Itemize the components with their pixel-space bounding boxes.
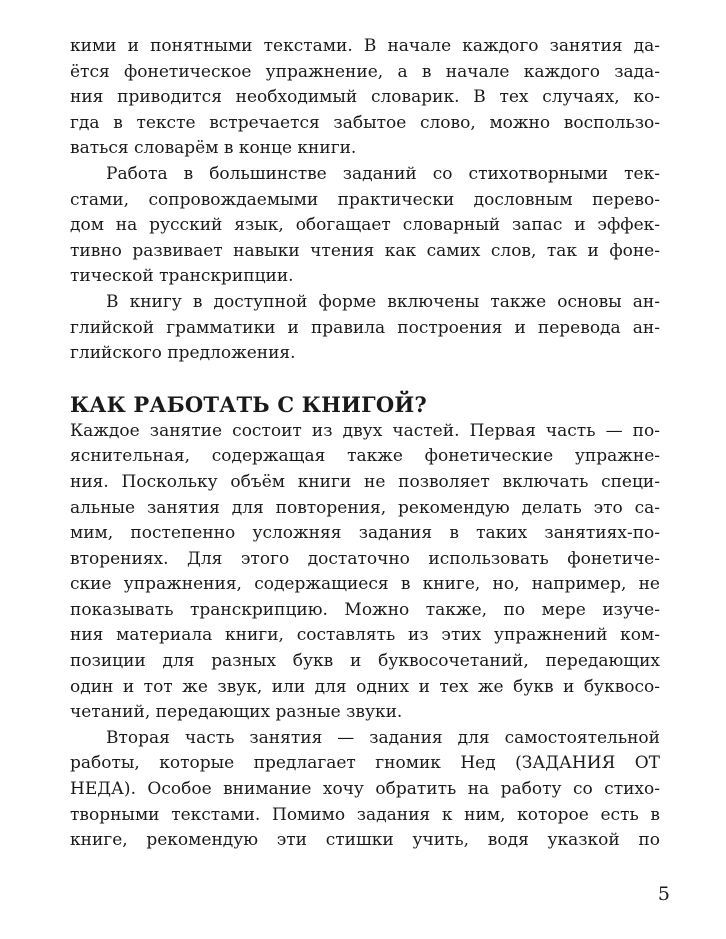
text-line: показывать транскрипцию. Можно также, по мере изуче- — [70, 599, 660, 620]
text-line: кими и понятными текстами. В начале каждого занятия да- — [70, 36, 660, 56]
text-line: альные занятия для повторения, рекомендую делать это са- — [70, 497, 660, 518]
text-line: ния материала книги, составлять из этих упражнений ком- — [70, 625, 660, 646]
text-line: НЕДА). Особое внимание хочу обратить на работу со стихо- — [70, 779, 660, 800]
text-line: ётся фонетическое упражнение, а в начале каждого зада- — [70, 61, 660, 82]
text-line: один и тот же звук, или для одних и тех же букв и буквосо- — [70, 676, 660, 697]
text-line: дом на русский язык, обогащает словарный запас и эффек- — [70, 215, 660, 236]
text-line: Каждое занятие состоит из двух частей. Первая часть — по- — [70, 420, 660, 441]
text-line: четаний, передающих разные звуки. — [70, 702, 403, 723]
book-page — [70, 34, 660, 854]
intro-paragraph-1 — [70, 34, 660, 162]
text-line: стами, сопровождаемыми практически дословным перево- — [70, 189, 660, 210]
text-line: работы, которые предлагает гномик Нед (ЗАДАНИЯ ОТ — [70, 753, 660, 774]
text-line: вторениях. Для этого достаточно использовать фонетиче- — [70, 548, 660, 569]
text-line: гда в тексте встречается забытое слово, можно воспользо- — [70, 112, 660, 133]
text-line: Вторая часть занятия — задания для самостоятельной — [106, 727, 660, 748]
text-line: книге, рекомендую эти стишки учить, водя указкой по — [70, 830, 660, 851]
intro-paragraph-3 — [70, 290, 660, 367]
text-line: глийского предложения. — [70, 343, 296, 364]
text-line: позиции для разных букв и буквосочетаний, передающих — [70, 651, 660, 672]
text-line: В книгу в доступной форме включены также основы ан- — [106, 291, 660, 312]
page-number: 5 — [657, 883, 670, 905]
text-line: Работа в большинстве заданий со стихотворными тек- — [106, 163, 660, 184]
section-heading: КАК РАБОТАТЬ С КНИГОЙ? — [70, 391, 427, 417]
text-line: мим, постепенно усложняя задания в таких занятиях-по- — [70, 523, 660, 544]
text-line: яснительная, содержащая также фонетические упражне- — [70, 446, 660, 467]
text-line: ские упражнения, содержащиеся в книге, но, например, не — [70, 574, 660, 595]
section-paragraph-2 — [70, 726, 660, 854]
text-line: тивно развивает навыки чтения как самих слов, так и фоне- — [70, 240, 660, 261]
text-line: ваться словарём в конце книги. — [70, 138, 357, 159]
text-line: ния. Поскольку объём книги не позволяет включать специ- — [70, 471, 660, 492]
text-line: ния приводится необходимый словарик. В тех случаях, ко- — [70, 87, 660, 108]
section-paragraph-1 — [70, 419, 660, 726]
text-line: глийской грамматики и правила построения и перевода ан- — [70, 317, 660, 338]
intro-paragraph-2 — [70, 162, 660, 290]
text-line: творными текстами. Помимо задания к ним, которое есть в — [70, 804, 660, 825]
text-line: тической транскрипции. — [70, 266, 294, 287]
